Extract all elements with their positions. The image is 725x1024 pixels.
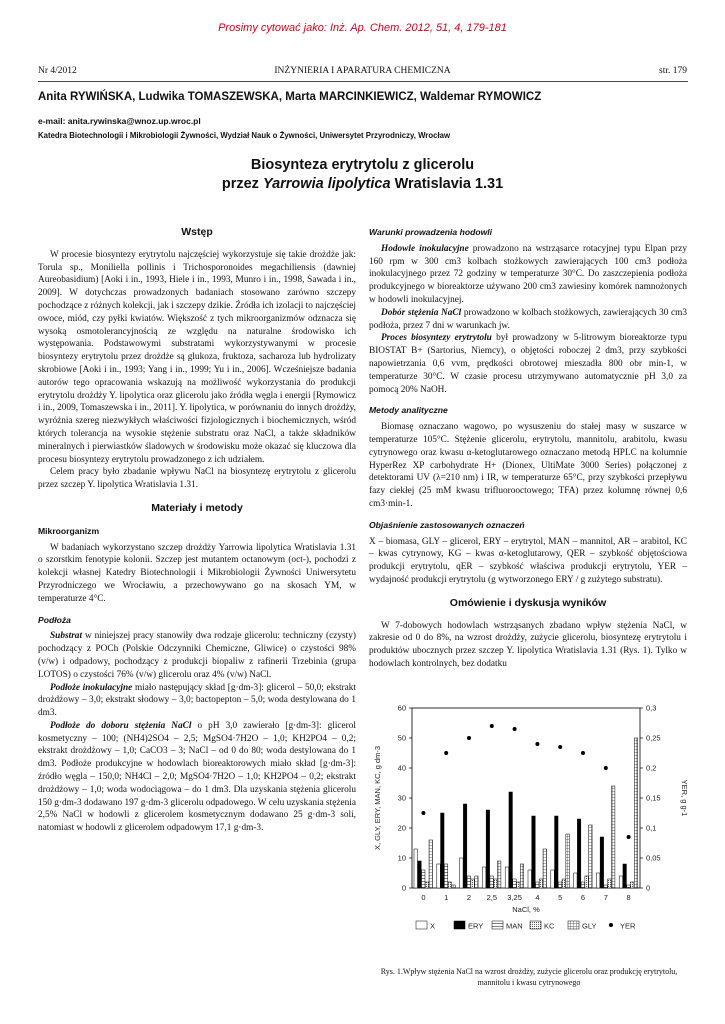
subheading-metody: Metody analityczne	[369, 405, 448, 416]
abbreviations-paragraph: X – biomasa, GLY – glicerol, ERY – erytrytol, MAN – mannitol, AR – arabitol, KC – kwas cytrynowy, KG – kwas α-ketoglutarowy, QER – szybkość objętościowa produkcji erytrytolu, qER – szybkość właściwa produkcji erytrytolu, YER – wydajność produkcji erytrytolu (g wytworzonego ERY / g zużytego substratu).	[369, 536, 687, 585]
point-yer	[627, 835, 631, 839]
microorganism-paragraph: W badaniach wykorzystano szczep drożdży Yarrowia lipolytica Wratislavia 1.31 o szorstkim fenotypie kolonii. Szczep jest mutantem octanowym (oct-), pochodzi z kolekcji własnej Katedry Biotechnologii i Mikrobiologii Żywności Uniwersytetu Przyrodniczego we Wrocławiu, a przechowywano go na skosach YM, w temperaturze 4°C.	[38, 542, 356, 604]
point-yer	[558, 745, 562, 749]
legend-label: X	[430, 921, 436, 931]
bar-ery	[555, 816, 558, 888]
bar-ery	[441, 813, 444, 888]
bar-man	[444, 864, 447, 888]
bar-x	[596, 873, 599, 888]
bar-ery	[463, 804, 466, 888]
bar-gly	[589, 825, 592, 888]
y2-tick-label: 0	[646, 883, 651, 893]
bar-x	[574, 873, 577, 888]
intro-paragraph-1: W procesie biosyntezy erytrytolu najczęściej wykorzystuje się takie drożdże jak: Torula sp., Moniliella pollinis i Trichosporonoides megachiliensis (dawniej Aureobasidium) [Aoki i in., 1993, Hiele i in., 1993, Munro i in., 1998, Sawada i in., 2009]. W dotychczas prowadzonych badaniach stosowano zarówno szczepy pochodzące z różnych kolekcji, jak i szczepy dzikie. Źródła ich izolacji to najczęściej owoce, miód, czy pyłki kwiatów. Większość z tych mikroorganizmów odznacza się wysoką osmotolerancyjnością ze względu na naturalne środowisko ich występowania. Podstawowymi substratami wykorzystywanymi w procesie biosyntezy erytrytolu przez drożdże są glukoza, fruktoza, sacharoza lub hydrolizaty skrobiowe [Aoki i in., 1993; Yang i in., 1999; Yu i in., 2006]. Wcześniejsze badania autorów tego opracowania wskazują na możliwość wykorzystania do produkcji erytrytolu drożdży Y. lipolytica oraz glicerolu jako źródła węgla i energii [Rymowicz i in., 2009, Tomaszewska i in., 2011]. Y. lipolytica, w porównaniu do innych drożdży, wyróżnia szereg niezwykłych właściwości fizjologicznych i biochemicznych, wśród których tolerancja na wysokie stężenie substratu oraz NaCl, a także składników mineralnych i pierwiastków śladowych w środowisku może okazać się kluczowa dla procesu biosyntezy erytrytolu prowadzonego z ich udziałem.	[38, 249, 357, 465]
title-species: Yarrowia lipolytica	[262, 176, 391, 192]
bar-kc	[539, 879, 542, 888]
section-heading-materialy: Materiały i metody	[151, 501, 243, 514]
x-tick-label: 6	[580, 893, 586, 902]
issue-number: Nr 4/2012	[38, 66, 77, 76]
y2-tick-label: 0,2	[646, 763, 657, 773]
bar-x	[482, 867, 485, 888]
point-yer	[421, 811, 425, 815]
bar-man	[581, 882, 584, 888]
bar-gly	[543, 849, 546, 888]
subheading-warunki: Warunki prowadzenia hodowli	[369, 227, 493, 237]
bar-gly	[634, 738, 637, 888]
process-paragraph	[369, 332, 687, 396]
nacl-effect-chart	[366, 698, 692, 966]
y-tick-label: 30	[397, 793, 406, 803]
y2-tick-label: 0,3	[646, 703, 657, 713]
inoculum-paragraph	[38, 682, 356, 720]
subheading-mikroorganizm: Mikroorganizm	[38, 525, 100, 536]
legend-swatch	[454, 921, 465, 929]
bar-gly	[475, 876, 478, 888]
point-yer	[467, 736, 471, 740]
x-tick-label: 7	[603, 893, 608, 902]
title-suffix: Wratislavia 1.31	[390, 176, 504, 192]
x-tick-label: 8	[626, 893, 631, 902]
y2-tick-label: 0,15	[646, 793, 661, 803]
legend-swatch	[568, 921, 579, 929]
title-line-2	[0, 175, 725, 194]
nacl-selection-text: prowadzono w kolbach stożkowych, zawierających 30 cm3 podłoża, przez 7 dni w warunkach jw.	[369, 307, 688, 331]
y2-axis-label: YER, g g-1	[680, 779, 689, 817]
legend-swatch	[416, 921, 427, 929]
section-heading-wstep: Wstęp	[181, 226, 213, 238]
point-yer	[444, 751, 448, 755]
x-tick-label: 1	[444, 893, 449, 902]
inoculum-text: miało następujący skład [g·dm-3]: glicerol – 50,0; ekstrakt drożdżowy – 3,0; ekstrakt słodowy – 3,0; bactopepton – 5,0; woda destylowana do 1 dm3.	[38, 682, 356, 719]
legend-label: YER	[620, 921, 636, 931]
x-tick-label: 4	[535, 893, 540, 902]
inoculum-label: Podłoże inokulacyjne	[50, 682, 133, 693]
bar-man	[467, 876, 470, 888]
y2-tick-label: 0,1	[646, 823, 657, 833]
bar-man	[422, 870, 425, 888]
nacl-selection-paragraph	[369, 307, 687, 333]
subheading-podloza: Podłoża	[38, 614, 71, 625]
intro-paragraph-2: Celem pracy było zbadanie wpływu NaCl na biosyntezę erytrytolu z glicerolu przez szczep Y. lipolytica Wratislavia 1.31.	[38, 467, 356, 491]
journal-name: INŻYNIERIA I APARATURA CHEMICZNA	[274, 66, 451, 76]
plot-frame	[412, 708, 640, 888]
x-tick-label: 0	[421, 893, 426, 902]
bar-kc	[585, 876, 588, 888]
author-email[interactable]: e-mail: anita.rywinska@wnoz.up.wroc.pl	[38, 116, 201, 126]
legend-swatch	[530, 921, 541, 929]
bar-ery	[532, 816, 535, 888]
bar-man	[490, 876, 493, 888]
y-tick-label: 50	[397, 733, 406, 743]
nacl-medium-paragraph	[38, 720, 356, 835]
y-tick-label: 60	[397, 703, 406, 713]
paper-title	[0, 156, 725, 194]
bar-ery	[600, 837, 603, 888]
bar-x	[460, 858, 463, 888]
point-yer	[581, 751, 585, 755]
authors: Anita RYWIŃSKA, Ludwika TOMASZEWSKA, Marta MARCINKIEWICZ, Waldemar RYMOWICZ	[38, 91, 542, 103]
bar-gly	[566, 834, 569, 888]
bar-x	[619, 876, 622, 888]
inoculum-culture-label: Hodowle inokulacyjne	[381, 243, 469, 254]
bar-kc	[608, 879, 611, 888]
bar-kc	[516, 882, 519, 888]
bar-kc	[471, 879, 474, 888]
legend-label: ERY	[468, 921, 484, 931]
bar-gly	[611, 786, 614, 888]
x-tick-label: 3,25	[507, 893, 522, 902]
process-text: był prowadzony w 5-litrowym bioreaktorze typu BIOSTAT B+ (Sartorius, Niemcy), o objętości roboczej 2 dm3, przy szybkości napowietrzania 0,6 vvm, prędkości obrotowej mieszadła 800 obr min-1, w temperaturze 30°C. W czasie procesu utrzymywano automatycznie pH 3,0 za pomocą 20% NaOH.	[369, 333, 687, 395]
affiliation: Katedra Biotechnologii i Mikrobiologii Żywności, Wydział Nauk o Żywności, Uniwersytet Przyrodniczy, Wrocław	[38, 131, 451, 140]
bar-kc	[494, 879, 497, 888]
point-yer	[490, 724, 494, 728]
bar-kc	[448, 882, 451, 888]
subheading-objasnienie: Objaśnienie zastosowanych oznaczeń	[369, 519, 525, 530]
y-tick-label: 0	[401, 883, 406, 893]
bar-man	[536, 882, 539, 888]
figure-caption: Rys. 1.Wpływ stężenia NaCl na wzrost drożdży, zużycie glicerolu oraz produkcję erytrytolu, mannitolu i kwasu cytrynowego	[380, 967, 678, 987]
header-rule	[38, 81, 688, 82]
nacl-medium-label: Podłoże do doboru stężenia NaCl	[50, 720, 192, 731]
bar-kc	[425, 882, 428, 888]
bar-man	[604, 885, 607, 888]
citation-note: Prosimy cytować jako: Inż. Ap. Chem. 2012, 51, 4, 179-181	[218, 22, 507, 34]
bar-ery	[486, 810, 489, 888]
point-yer	[604, 766, 608, 770]
x-tick-label: 2	[466, 893, 472, 902]
bar-x	[551, 870, 554, 888]
bar-x	[505, 867, 508, 888]
bar-man	[627, 885, 630, 888]
discussion-paragraph: W 7-dobowych hodowlach wstrząsanych zbadano wpływ stężenia NaCl, w zakresie od 0 do 8%, na wzrost drożdży, zużycie glicerolu, biosyntezę erytrytolu i produktów ubocznych przez szczep Y. lipolytica Wratislavia 1.31 (Rys. 1). Tylko w hodowlach kontrolnych, bez dodatku	[369, 620, 687, 669]
substrate-label: Substrat	[50, 631, 83, 642]
bar-gly	[520, 864, 523, 888]
page-number: str. 179	[659, 66, 687, 76]
x-axis-label: NaCl, %	[512, 905, 540, 914]
y-axis-label: X, GLY, ERY, MAN, KC, g dm-3	[373, 745, 382, 851]
title-line-1: Biosynteza erytrytolu z glicerolu	[250, 157, 475, 173]
section-heading-omowienie: Omówienie i dyskusja wyników	[449, 596, 607, 609]
bar-man	[513, 879, 516, 888]
legend-label: KC	[544, 921, 555, 931]
bar-man	[558, 882, 561, 888]
y2-tick-label: 0,05	[646, 853, 661, 863]
bar-x	[528, 870, 531, 888]
inoculum-culture-text: prowadzono na wstrząsarce rotacyjnej typu Elpan przy 160 rpm w 300 cm3 kolbach stożkowych zawierających 100 cm3 podłoża inokulacyjnego przez 72 godziny w temperaturze 30°C. Do zaszczepienia podłoża produkcyjnego w bioreaktorze używano 200 cm3 zawiesiny komórek namnożonych w hodowli inokulacyjnej.	[369, 243, 687, 305]
legend-swatch	[609, 923, 613, 927]
bar-kc	[630, 882, 633, 888]
left-column	[38, 222, 356, 835]
nacl-medium-text: o pH 3,0 zawierało [g·dm-3]: glicerol kosmetyczny – 100; (NH4)2SO4 – 2,5; MgSO4·7H2O – 1,0; KH2PO4 – 0,2; ekstrakt drożdżowy – 1,0; CaCO3 – 3; NaCl – od 0 do 80; woda destylowana do 1 dm3. Podłoże produkcyjne w hodowlach bioreaktorowych miało skład [g·dm-3]: źródło węgla – 150,0; NH4Cl – 2,0; MgSO4·7H2O – 1,0; KH2PO4 – 0,2; ekstrakt drożdżowy – 1,0; woda wodociągowa – do 1 dm3. Dla uzyskania stężenia glicerolu 150 g·dm-3 dodawano 197 g·dm-3 glicerolu odpadowego. W celu uzyskania stężenia 2,5% NaCl w hodowli z glicerolem kosmetycznym dodawano 25 g·dm-3 soli, natomiast w hodowli z glicerolem odpadowym 17,1 g·dm-3.	[38, 720, 356, 834]
substrate-text: w niniejszej pracy stanowiły dwa rodzaje glicerolu: techniczny (czysty) pochodzący z POCh (Polskie Odczynniki Chemiczne, Gliwice) o czystości 98% (v/w) i odpadowy, pochodzący z produkcji biopaliw z rafinerii Trzebinia (grupa LOTOS) o czystości 76% (v/w) glicerolu oraz 4% (v/w) NaCl.	[38, 631, 356, 680]
title-prefix: przez	[221, 176, 263, 192]
substrate-paragraph	[38, 630, 356, 681]
x-tick-label: 2,5	[486, 893, 498, 902]
right-column	[369, 222, 687, 671]
methods-paragraph: Biomasę oznaczano wagowo, po wysuszeniu do stałej masy w suszarce w temperaturze 105°C. Stężenie glicerolu, erytrytolu, mannitolu, arabitolu, kwasu cytrynowego oraz kwasu α-ketoglutarowego oznaczano metodą HPLC na kolumnie HyperRez XP carbohydrate H+ (Dionex, UltiMate 3000 Series) połączonej z detektorami UV (λ=210 nm) i IR, w temperaturze 65°C, przy szybkości przepływu fazy ciekłej (25 mM kwasu trifluorooctowego; TFA) przez kolumnę równej 0,6 cm3·min-1.	[369, 422, 687, 509]
legend-swatch	[492, 921, 503, 929]
bar-ery	[509, 792, 512, 888]
x-tick-label: 5	[558, 893, 563, 902]
bar-ery	[623, 864, 626, 888]
point-yer	[535, 742, 539, 746]
inoculum-culture-paragraph	[369, 243, 687, 307]
bar-x	[414, 849, 417, 888]
bar-ery	[418, 861, 421, 888]
bar-gly	[429, 840, 432, 888]
legend-label: GLY	[582, 921, 597, 931]
y-tick-label: 20	[397, 823, 406, 833]
nacl-selection-label: Dobór stężenia NaCl	[381, 307, 462, 318]
point-yer	[513, 727, 517, 731]
bar-kc	[562, 879, 565, 888]
bar-gly	[452, 885, 455, 888]
bar-gly	[497, 861, 500, 888]
bar-ery	[577, 819, 580, 888]
y2-tick-label: 0,25	[646, 733, 661, 743]
y-tick-label: 10	[397, 853, 406, 863]
legend-label: MAN	[506, 921, 523, 931]
bar-x	[437, 864, 440, 888]
process-label: Proces biosyntezy erytrytolu	[381, 333, 492, 344]
y-tick-label: 40	[397, 763, 406, 773]
